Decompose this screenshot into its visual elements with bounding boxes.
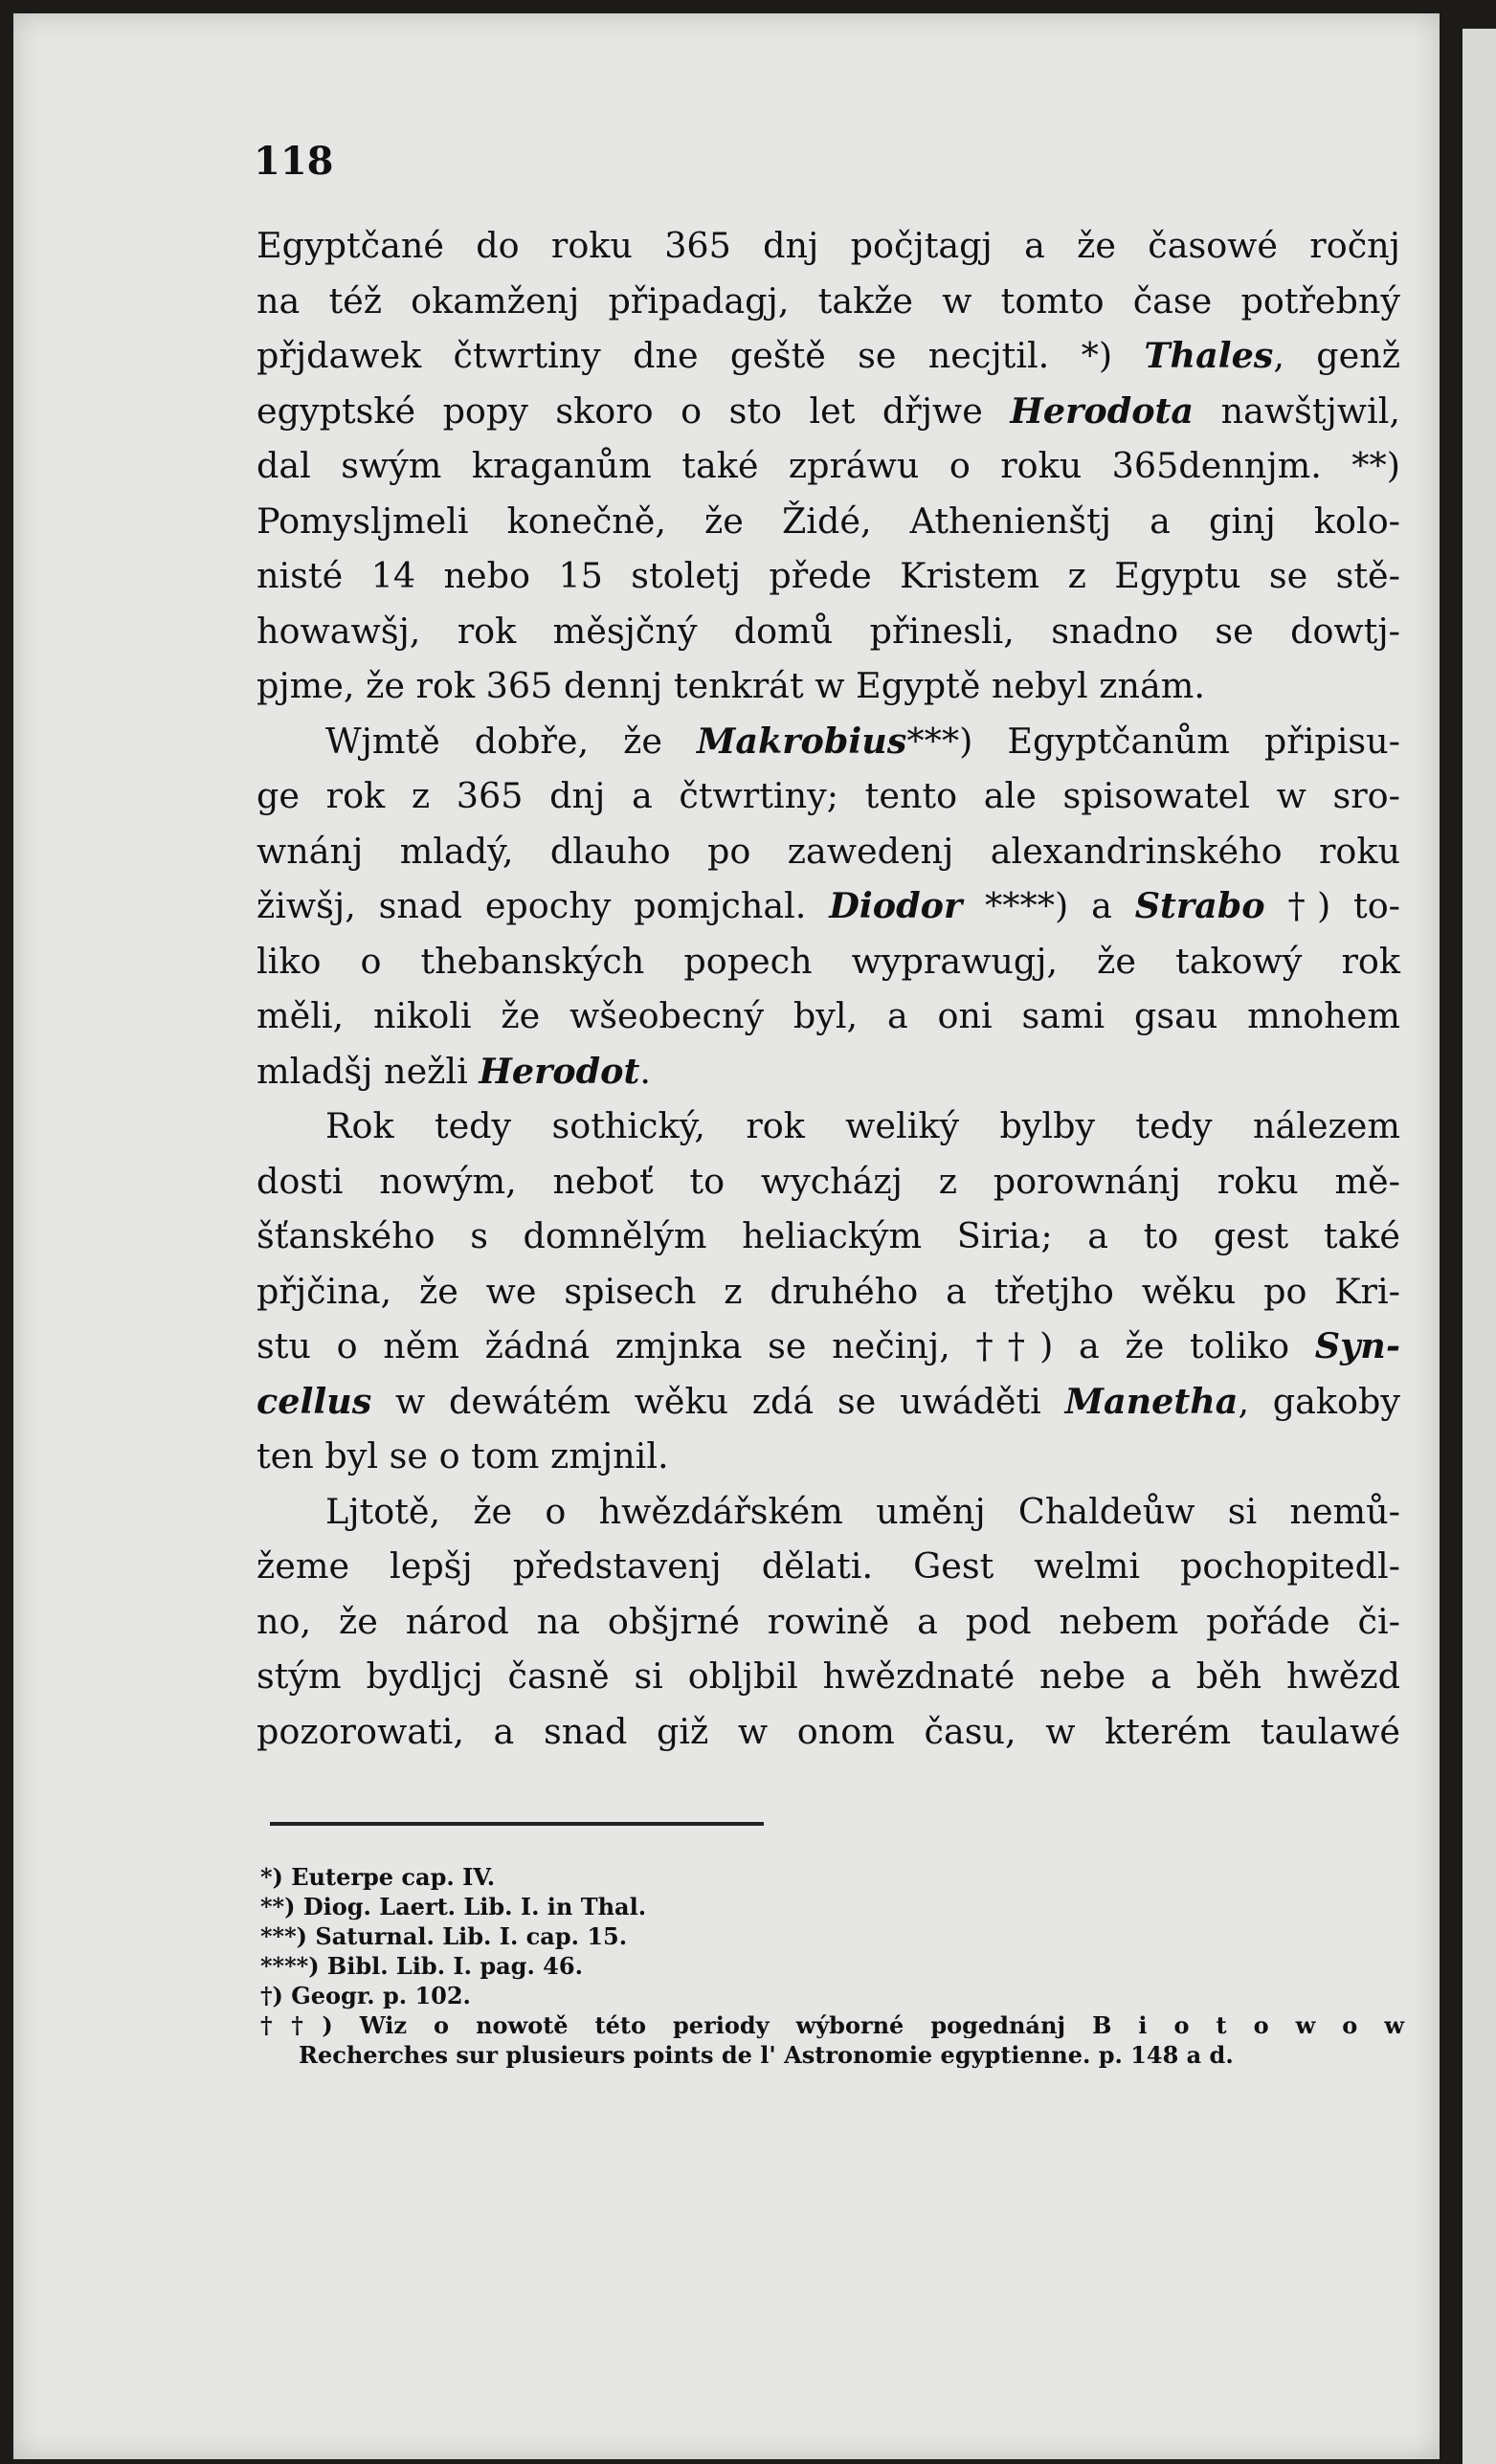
text-line: Rok tedy sothický, rok weliký bylby tedy nálezem bbox=[325, 1105, 1400, 1146]
italic-name: Makrobius bbox=[696, 720, 907, 762]
footnote-line: Recherches sur plusieurs points de l' Astronomie egyptienne. p. 148 a d. bbox=[299, 2041, 1234, 2069]
text-line: howawšj, rok měsjčný domů přinesli, snadno se dowtj- bbox=[257, 610, 1400, 652]
text-line: ge rok z 365 dnj a čtwrtiny; tento ale spisowatel w sro- bbox=[257, 775, 1400, 816]
text-span: . bbox=[639, 1050, 651, 1092]
text-line: wnánj mladý, dlauho po zawedenj alexandrinského roku bbox=[257, 830, 1400, 872]
text-line: přjčina, že we spisech z druhého a třetjho wěku po Kri- bbox=[257, 1270, 1400, 1312]
text-span: egyptské popy skoro o sto let dřjwe bbox=[257, 389, 1011, 432]
page-number: 118 bbox=[254, 139, 334, 184]
text-line: pjme, že rok 365 dennj tenkrát w Egyptě nebyl znám. bbox=[257, 665, 1206, 706]
text-span: Wjmtě dobře, že bbox=[325, 720, 697, 762]
footnote-line: *) Euterpe cap. IV. bbox=[260, 1863, 496, 1891]
body-text bbox=[257, 218, 1400, 1759]
text-line bbox=[257, 328, 1400, 384]
text-line: Egyptčané do roku 365 dnj počjtagj a že časowé ročnj bbox=[257, 225, 1400, 266]
text-line: no, že národ na obšjrné rowině a pod nebem pořáde či- bbox=[257, 1600, 1400, 1642]
footnote-line: ††) Wiz o nowotě této periody wýborné pogednánj B i o t o w o w bbox=[260, 2011, 1404, 2039]
text-line: ten byl se o tom zmjnil. bbox=[257, 1435, 669, 1476]
text-line: pozorowati, a snad giž w onom času, w kterém taulawé bbox=[257, 1710, 1400, 1752]
text-line: nisté 14 nebo 15 stoletj přede Kristem z Egyptu se stě- bbox=[257, 555, 1400, 596]
text-span: †) to- bbox=[1264, 885, 1400, 926]
footnotes bbox=[260, 1862, 1404, 2070]
text-line: dal swým kraganům také zpráwu o roku 365dennjm. **) bbox=[257, 445, 1400, 486]
footnote-divider bbox=[270, 1822, 764, 1826]
text-span: , gakoby bbox=[1238, 1380, 1400, 1422]
italic-name: Thales bbox=[1144, 335, 1274, 376]
text-span: mladšj nežli bbox=[257, 1050, 480, 1092]
text-line bbox=[257, 1374, 1400, 1430]
footnote-line: ***) Saturnal. Lib. I. cap. 15. bbox=[260, 1922, 628, 1950]
italic-name: Strabo bbox=[1134, 885, 1265, 926]
text-line: liko o thebanských popech wyprawugj, že takowý rok bbox=[257, 940, 1400, 982]
text-line: na též okamženj připadagj, takže w tomto čase potřebný bbox=[257, 279, 1400, 322]
text-line bbox=[257, 714, 1400, 769]
text-line: žeme lepšj představenj dělati. Gest welmi pochopitedl- bbox=[257, 1545, 1400, 1587]
text-span: w dewátém wěku zdá se uwáděti bbox=[371, 1380, 1065, 1422]
text-span: ****) a bbox=[962, 885, 1135, 926]
text-span: ***) Egyptčanům připisu- bbox=[906, 720, 1400, 762]
text-span: žiwšj, snad epochy pomjchal. bbox=[257, 885, 830, 926]
text-line: dosti nowým, neboť to wycházj z porownánj roku mě- bbox=[257, 1160, 1400, 1202]
italic-name: cellus bbox=[257, 1380, 372, 1422]
footnote-line: †) Geogr. p. 102. bbox=[260, 1982, 471, 2009]
text-line: stým bydljcj časně si obljbil hwězdnaté nebe a běh hwězd bbox=[257, 1655, 1400, 1697]
text-span: stu o něm žádná zmjnka se nečinj, ††) a že toliko bbox=[257, 1325, 1315, 1366]
italic-name: Herodota bbox=[1010, 389, 1195, 432]
text-span: , genž bbox=[1273, 335, 1400, 376]
text-line: Ljtotě, že o hwězdářském uměnj Chaldeůw si nemů- bbox=[325, 1490, 1400, 1532]
italic-name: Diodor bbox=[829, 885, 963, 926]
footnote-line: ****) Bibl. Lib. I. pag. 46. bbox=[260, 1952, 583, 1980]
text-line: měli, nikoli že wšeobecný byl, a oni sami gsau mnohem bbox=[257, 995, 1400, 1036]
text-line bbox=[257, 878, 1400, 934]
italic-name: Manetha bbox=[1064, 1380, 1239, 1422]
text-line bbox=[257, 384, 1400, 439]
text-line: Pomyslјmeli konečně, že Židé, Athenienštj a ginj kolo- bbox=[257, 499, 1400, 542]
text-span: přjdawek čtwrtiny dne geště se necjtil. *) bbox=[257, 335, 1145, 376]
footnote-line: **) Diog. Laert. Lib. I. in Thal. bbox=[260, 1893, 647, 1920]
italic-name: Herodot bbox=[479, 1050, 640, 1092]
text-line bbox=[257, 1044, 1400, 1099]
text-line: šťanského s domnělým heliackým Siria; a to gest také bbox=[257, 1215, 1400, 1256]
text-span: nawštjwil, bbox=[1194, 389, 1400, 432]
text-line bbox=[257, 1319, 1400, 1374]
adjacent-page-edge bbox=[1463, 29, 1496, 2464]
italic-name: Syn- bbox=[1314, 1325, 1400, 1366]
